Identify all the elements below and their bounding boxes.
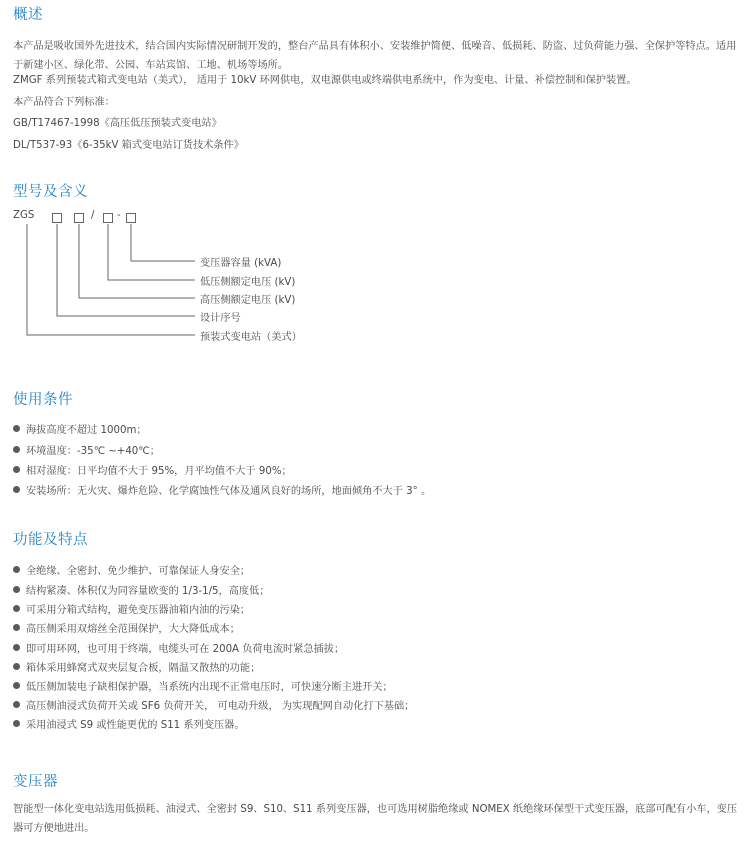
- bullet-icon: [13, 644, 20, 651]
- model-heading: 型号及含义: [13, 184, 88, 200]
- list-item: 采用油浸式 S9 或性能更优的 S11 系列变压器。: [13, 716, 245, 731]
- bullet-icon: [13, 446, 20, 453]
- list-item: 即可用环网，也可用于终端，电缆头可在 200A 负荷电流时紧急插拔；: [13, 640, 344, 655]
- bullet-icon: [13, 566, 20, 573]
- model-label-hv-voltage: 高压侧额定电压 (kV): [200, 295, 296, 306]
- overview-paragraph-3: 本产品符合下列标准：: [13, 97, 115, 108]
- bullet-icon: [13, 701, 20, 708]
- standard-1: GB/T17467-1998《高压低压预装式变电站》: [13, 118, 222, 129]
- model-label-type: 预装式变电站（美式）: [200, 332, 302, 343]
- features-heading: 功能及特点: [13, 532, 88, 548]
- bullet-icon: [13, 486, 20, 493]
- transformer-paragraph: 智能型一体化变电站选用低损耗、油浸式、全密封 S9、S10、S11 系列变压器，也可选用树脂绝缘或 NOMEX 纸绝缘环保型干式变压器，底部可配有小车，变压器可方便地进出。: [13, 804, 738, 834]
- list-item: 可采用分箱式结构，避免变压器油箱内油的污染；: [13, 601, 250, 616]
- conditions-heading: 使用条件: [13, 392, 73, 408]
- list-item: 相对湿度：日平均值不大于 95%，月平均值不大于 90%；: [13, 462, 292, 477]
- standard-2: DL/T537-93《6-35kV 箱式变电站订货技术条件》: [13, 140, 244, 151]
- list-item: 低压侧加装电子缺相保护器，当系统内出现不正常电压时，可快速分断主进开关；: [13, 678, 393, 693]
- model-dash: -: [117, 210, 121, 221]
- bullet-icon: [13, 425, 20, 432]
- list-item: 高压侧油浸式负荷开关或 SF6 负荷开关， 可电动升级， 为实现配网自动化打下基础；: [13, 697, 414, 712]
- model-label-capacity: 变压器容量 (kVA): [200, 258, 282, 269]
- overview-heading: 概述: [13, 7, 43, 23]
- model-code-diagram: [0, 205, 330, 345]
- bullet-icon: [13, 663, 20, 670]
- model-label-lv-voltage: 低压侧额定电压 (kV): [200, 277, 296, 288]
- list-item: 环境温度：-35℃ ~+40℃；: [13, 442, 160, 457]
- list-item: 海拔高度不超过 1000m；: [13, 421, 147, 436]
- transformer-heading: 变压器: [13, 774, 58, 790]
- model-label-design-no: 设计序号: [200, 313, 241, 324]
- list-item: 箱体采用蜂窝式双夹层复合板，隔温又散热的功能；: [13, 659, 260, 674]
- bullet-icon: [13, 682, 20, 689]
- list-item: 结构紧凑、体积仅为同容量欧变的 1/3-1/5，高度低；: [13, 582, 269, 597]
- bullet-icon: [13, 586, 20, 593]
- list-item: 安装场所：无火灾、爆炸危险、化学腐蚀性气体及通风良好的场所，地面倾角不大于 3° 。: [13, 482, 431, 497]
- model-prefix: ZGS: [13, 210, 35, 221]
- bullet-icon: [13, 624, 20, 631]
- bullet-icon: [13, 605, 20, 612]
- list-item: 全绝缘、全密封、免少维护、可靠保证人身安全；: [13, 562, 250, 577]
- list-item: 高压侧采用双熔丝全范围保护，大大降低成本；: [13, 620, 240, 635]
- model-slash: /: [91, 210, 95, 221]
- bullet-icon: [13, 466, 20, 473]
- overview-paragraph-2: ZMGF 系列预装式箱式变电站（美式）， 适用于 10kV 环网供电，双电源供电或终端供电系统中，作为变电、计量、补偿控制和保护装置。: [13, 75, 637, 86]
- bullet-icon: [13, 720, 20, 727]
- overview-paragraph-1: 本产品是吸收国外先进技术，结合国内实际情况研制开发的，整台产品具有体积小、安装维护简便、低噪音、低损耗、防盗、过负荷能力强、全保护等特点。适用于新建小区、绿化带、公园、车站宾馆、工地、机场等场所。: [13, 41, 737, 71]
